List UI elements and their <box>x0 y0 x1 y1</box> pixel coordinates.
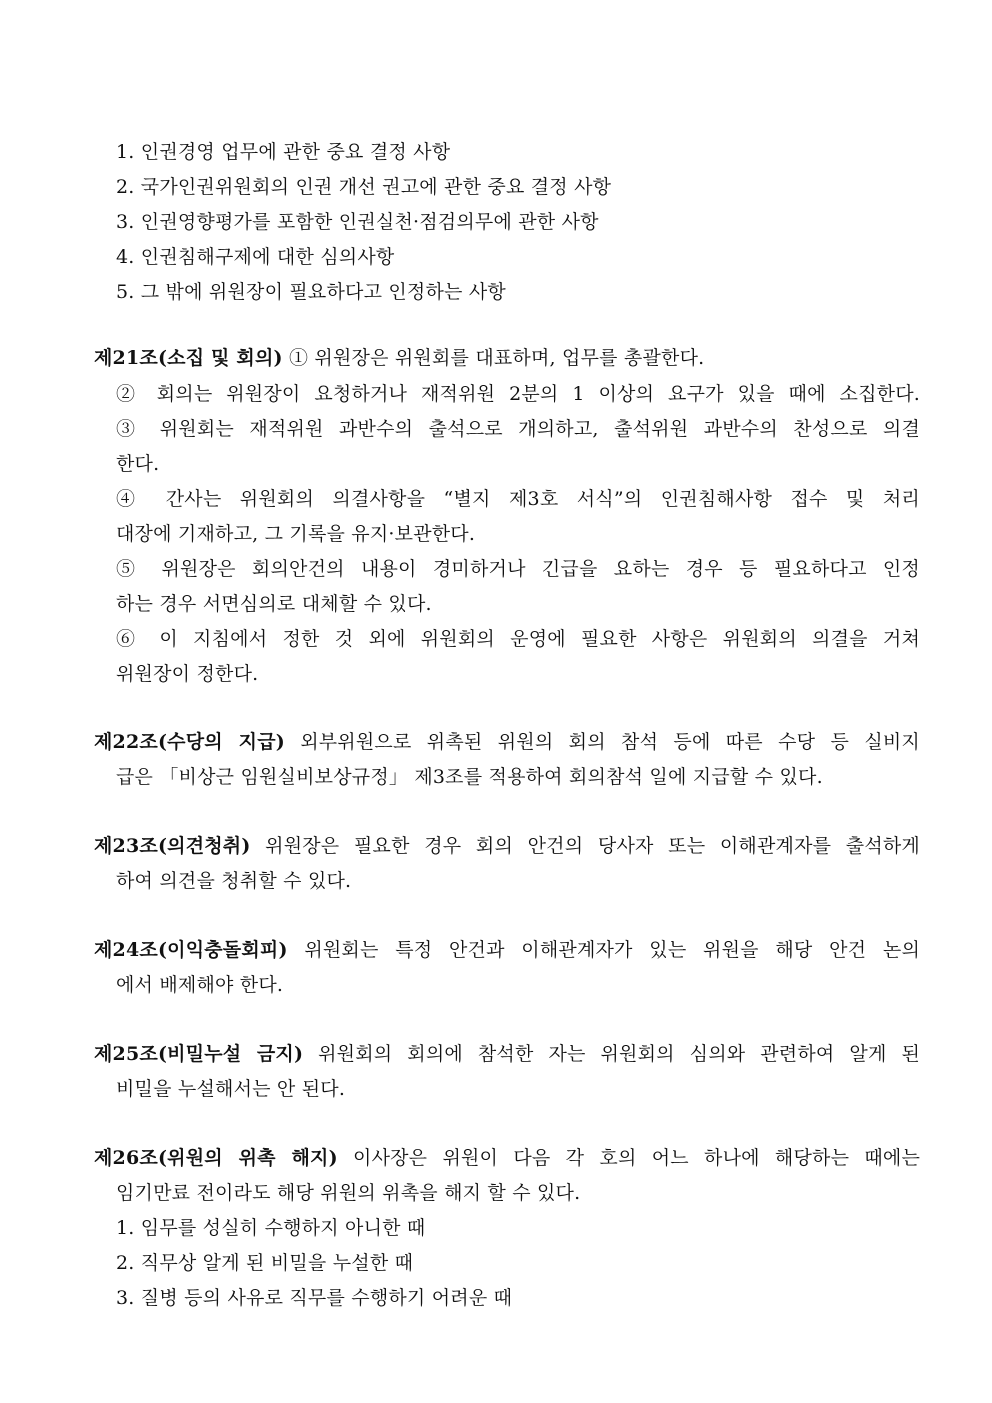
article-21-para-3-cont: 한다. <box>116 453 160 475</box>
article-21-first-line <box>94 346 704 370</box>
article-22-title: 제22조(수당의 지급) <box>94 731 285 753</box>
article-21-para-6-cont: 위원장이 정한다. <box>116 663 259 685</box>
article-22-first-line <box>94 730 920 754</box>
article-24-first-line <box>94 938 920 962</box>
article-22-text: 외부위원으로 위촉된 위원의 회의 참석 등에 따른 수당 등 실비지 <box>284 731 920 753</box>
article-21-title: 제21조(소집 및 회의) <box>94 347 283 369</box>
article-21-para-3: ③ 위원회는 재적위원 과반수의 출석으로 개의하고, 출석위원 과반수의 찬성으로 의결 <box>116 418 920 440</box>
article-21-para-1: ① 위원장은 위원회를 대표하며, 업무를 총괄한다. <box>282 347 705 369</box>
article-26-first-line <box>94 1146 920 1170</box>
article-23-title: 제23조(의견청취) <box>94 835 251 857</box>
article-21-para-6: ⑥ 이 지침에서 정한 것 외에 위원회의 운영에 필요한 사항은 위원회의 의결을 거쳐 <box>116 628 920 650</box>
article-25-first-line <box>94 1042 920 1066</box>
list-item: 4. 인권침해구제에 대한 심의사항 <box>116 246 395 268</box>
list-item: 1. 인권경영 업무에 관한 중요 결정 사항 <box>116 141 451 163</box>
article-24-title: 제24조(이익충돌회피) <box>94 939 288 961</box>
article-21-para-4-cont: 대장에 기재하고, 그 기록을 유지·보관한다. <box>116 523 476 545</box>
article-23-first-line <box>94 834 920 858</box>
article-24-text-cont: 에서 배제해야 한다. <box>116 974 284 996</box>
list-item: 1. 임무를 성실히 수행하지 아니한 때 <box>116 1217 426 1239</box>
article-25-text: 위원회의 회의에 참석한 자는 위원회의 심의와 관련하여 알게 된 <box>303 1043 921 1065</box>
article-21-para-4: ④ 간사는 위원회의 의결사항을 “별지 제3호 서식”의 인권침해사항 접수 및 처리 <box>116 488 920 510</box>
article-23-text: 위원장은 필요한 경우 회의 안건의 당사자 또는 이해관계자를 출석하게 <box>250 835 920 857</box>
list-item: 2. 국가인권위원회의 인권 개선 권고에 관한 중요 결정 사항 <box>116 176 612 198</box>
article-21-para-2: ② 회의는 위원장이 요청하거나 재적위원 2분의 1 이상의 요구가 있을 때에 소집한다. <box>116 383 920 405</box>
article-26-title: 제26조(위원의 위촉 해지) <box>94 1147 338 1169</box>
list-item: 2. 직무상 알게 된 비밀을 누설한 때 <box>116 1252 414 1274</box>
article-22-text-cont: 급은 「비상근 임원실비보상규정」 제3조를 적용하여 회의참석 일에 지급할 수 있다. <box>116 766 823 788</box>
article-21-para-5-cont: 하는 경우 서면심의로 대체할 수 있다. <box>116 593 432 615</box>
list-item: 5. 그 밖에 위원장이 필요하다고 인정하는 사항 <box>116 281 506 303</box>
list-item: 3. 인권영향평가를 포함한 인권실천·점검의무에 관한 사항 <box>116 211 599 233</box>
article-26-text-cont: 임기만료 전이라도 해당 위원의 위촉을 해지 할 수 있다. <box>116 1182 581 1204</box>
article-26-text: 이사장은 위원이 다음 각 호의 어느 하나에 해당하는 때에는 <box>337 1147 921 1169</box>
article-21-para-5: ⑤ 위원장은 회의안건의 내용이 경미하거나 긴급을 요하는 경우 등 필요하다고 인정 <box>116 558 920 580</box>
article-23-text-cont: 하여 의견을 청취할 수 있다. <box>116 870 352 892</box>
article-25-text-cont: 비밀을 누설해서는 안 된다. <box>116 1078 346 1100</box>
list-item: 3. 질병 등의 사유로 직무를 수행하기 어려운 때 <box>116 1287 513 1309</box>
article-24-text: 위원회는 특정 안건과 이해관계자가 있는 위원을 해당 안건 논의 <box>287 939 920 961</box>
article-25-title: 제25조(비밀누설 금지) <box>94 1043 304 1065</box>
